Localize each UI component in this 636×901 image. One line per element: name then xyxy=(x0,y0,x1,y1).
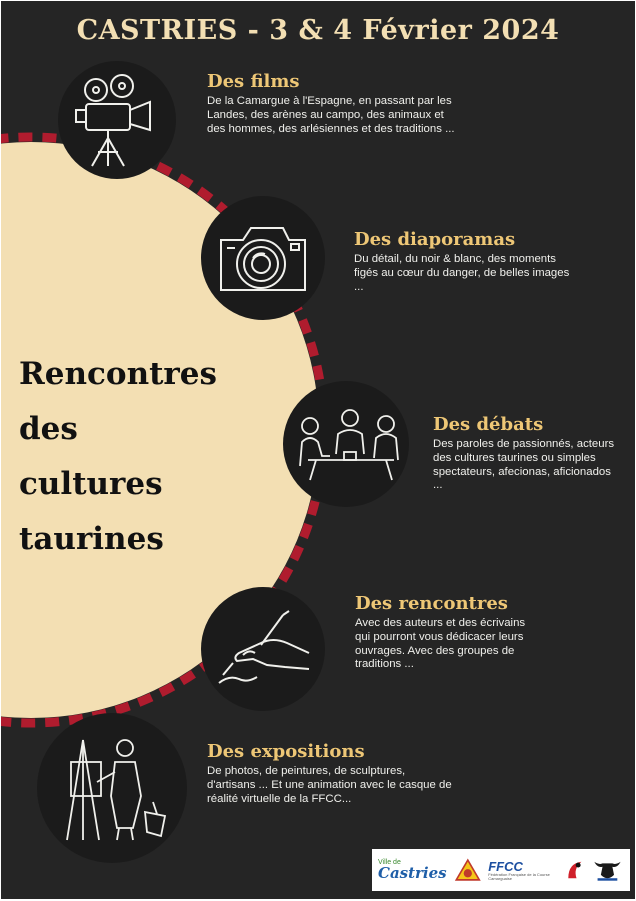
film-camera-bubble xyxy=(58,61,176,179)
club-emblem-icon xyxy=(453,854,483,886)
event-date-header: CASTRIES - 3 & 4 Février 2024 xyxy=(76,15,560,46)
debate-bubble xyxy=(283,381,409,507)
castries-logo-small: Ville de xyxy=(378,859,401,866)
castries-logo-name: Castries xyxy=(378,864,447,882)
ffcc-logo-name: FFCC xyxy=(488,858,523,874)
poster-title xyxy=(19,347,217,567)
section-text: Avec des auteurs et des écrivains qui pourront vous dédicacer leurs ouvrages. Avec des groupes de traditions ... xyxy=(355,617,526,671)
title-line: taurines xyxy=(19,521,164,557)
title-line: cultures xyxy=(19,466,163,502)
painter-easel-icon xyxy=(53,732,171,844)
title-line: des xyxy=(19,411,78,447)
section-title: Des diaporamas xyxy=(354,229,516,250)
section-films xyxy=(207,71,457,136)
section-text: Du détail, du noir & blanc, des moments figés au cœur du danger, de belles images ... xyxy=(354,253,570,293)
section-diaporamas xyxy=(354,229,572,294)
section-debats xyxy=(433,414,623,493)
photo-camera-bubble xyxy=(201,196,325,320)
section-title: Des films xyxy=(207,71,300,92)
section-title: Des débats xyxy=(433,414,544,435)
film-camera-icon xyxy=(72,72,162,168)
ffcc-logo-subtitle: Fédération Française de la Course Camarguaise xyxy=(488,871,550,881)
castries-logo xyxy=(378,859,447,881)
writing-hand-icon xyxy=(213,609,313,689)
section-text: De photos, de peintures, de sculptures, d'artisans ... Et une animation avec le casque de réalité virtuelle de la FFCC... xyxy=(207,765,452,805)
photo-camera-icon xyxy=(213,218,313,298)
section-text: De la Camargue à l'Espagne, en passant par les Landes, des arènes au campo, des animaux et des hommes, des arlésiennes et des traditions ... xyxy=(207,95,455,135)
sponsor-logos xyxy=(372,849,630,891)
swirl-emblem-icon xyxy=(565,856,585,884)
section-title: Des expositions xyxy=(207,741,365,762)
ffcc-logo xyxy=(488,860,559,881)
painter-bubble xyxy=(37,713,187,863)
debate-people-icon xyxy=(290,404,402,484)
title-line: Rencontres xyxy=(19,356,217,392)
poster xyxy=(1,1,635,899)
section-title: Des rencontres xyxy=(355,593,508,614)
writing-hand-bubble xyxy=(201,587,325,711)
section-expositions xyxy=(207,741,452,806)
section-text: Des paroles de passionnés, acteurs des cultures taurines ou simples spectateurs, afecionas, aficionados ... xyxy=(433,438,615,492)
bull-head-emblem-icon xyxy=(591,854,624,886)
section-rencontres xyxy=(355,593,543,672)
